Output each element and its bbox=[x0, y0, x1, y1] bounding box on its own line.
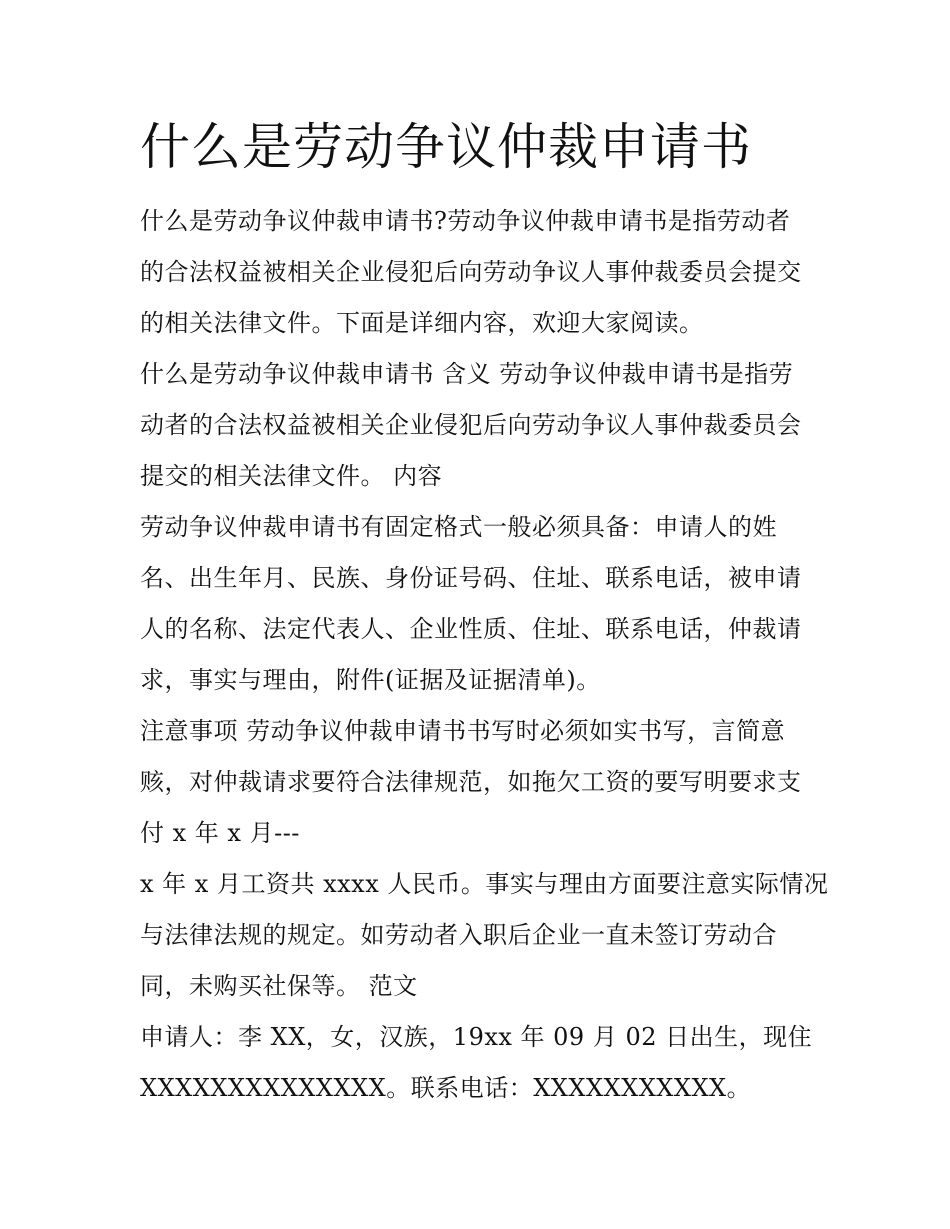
text-line: 赅，对仲裁请求要符合法律规范，如拖欠工资的要写明要求支 bbox=[140, 768, 802, 796]
text-line: 与法律法规的规定。如劳动者入职后企业一直未签订劳动合 bbox=[140, 921, 777, 949]
document-title: 什么是劳动争议仲裁申请书 bbox=[140, 118, 752, 176]
text-line: 付 x 年 x 月--- bbox=[140, 819, 300, 847]
paragraph-format bbox=[140, 502, 820, 706]
paragraph-notes bbox=[140, 706, 820, 859]
paragraph-intro bbox=[140, 196, 820, 349]
text-line: 求，事实与理由，附件(证据及证据清单)。 bbox=[140, 666, 601, 694]
text-line: 注意事项 劳动争议仲裁申请书书写时必须如实书写，言简意 bbox=[140, 717, 786, 745]
text-line: 人的名称、法定代表人、企业性质、住址、联系电话，仲裁请 bbox=[140, 615, 802, 643]
text-line: 的合法权益被相关企业侵犯后向劳动争议人事仲裁委员会提交 bbox=[140, 258, 802, 286]
text-line: 劳动争议仲裁申请书有固定格式一般必须具备：申请人的姓 bbox=[140, 513, 777, 541]
text-line: 什么是劳动争议仲裁申请书 含义 劳动争议仲裁申请书是指劳 bbox=[140, 360, 794, 388]
paragraph-wages bbox=[140, 859, 829, 1012]
text-line: x 年 x 月工资共 xxxx 人民币。事实与理由方面要注意实际情况 bbox=[140, 870, 829, 898]
text-line: 申请人：李 XX，女，汉族，19xx 年 09 月 02 日出生，现住 bbox=[140, 1023, 813, 1051]
text-line: 什么是劳动争议仲裁申请书?劳动争议仲裁申请书是指劳动者 bbox=[140, 207, 791, 235]
paragraph-definition bbox=[140, 349, 820, 502]
text-line: XXXXXXXXXXXXXX。联系电话：XXXXXXXXXXX。 bbox=[140, 1074, 752, 1102]
text-line: 动者的合法权益被相关企业侵犯后向劳动争议人事仲裁委员会 bbox=[140, 411, 802, 439]
paragraph-applicant bbox=[140, 1012, 820, 1114]
document-page bbox=[140, 112, 829, 1114]
text-line: 的相关法律文件。下面是详细内容，欢迎大家阅读。 bbox=[140, 309, 704, 337]
text-line: 名、出生年月、民族、身份证号码、住址、联系电话，被申请 bbox=[140, 564, 802, 592]
text-line: 同，未购买社保等。 范文 bbox=[140, 972, 418, 1000]
text-line: 提交的相关法律文件。 内容 bbox=[140, 462, 443, 490]
